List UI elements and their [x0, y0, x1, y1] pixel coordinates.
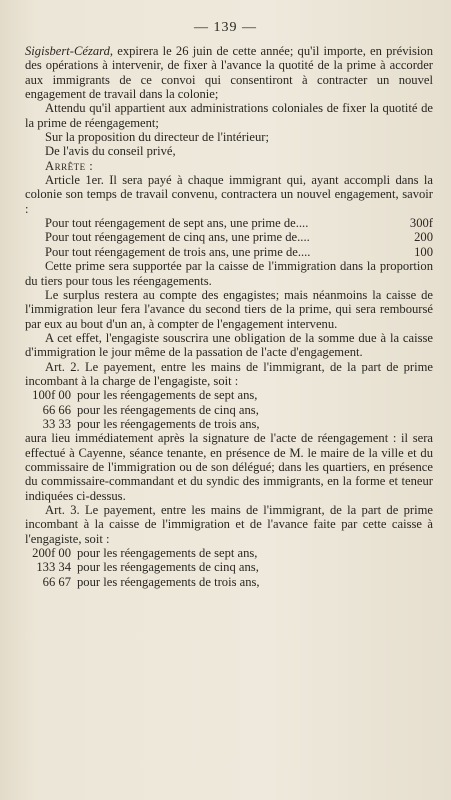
payment-row	[25, 560, 433, 574]
payment-row	[25, 388, 433, 402]
prime-amount: 200	[414, 230, 433, 245]
article-2-continuation: aura lieu immédiatement après la signature de l'acte de réengagement : il sera effectué à Cayenne, séance tenante, en présence de M. le maire de la ville et du commissaire de l'immigration ou de son délégué; dans les quartiers, en présence du commissaire-commandant et du syndic des immigrants, en la forme et teneur indiquées ci-dessus.	[25, 431, 433, 503]
paragraph-surplus: Le surplus restera au compte des engagistes; mais néanmoins la caisse de l'immigration leur fera l'avance du second tiers de la prime, qui sera remboursé par eux au bout d'un an, à compter de l'engagement intervenu.	[25, 287, 433, 331]
considerant-2: Sur la proposition du directeur de l'intérieur;	[45, 130, 270, 145]
article-2: Art. 2. Le payement, entre les mains de l'immigrant, de la part de prime incombant à la charge de l'engagiste, soit :	[25, 359, 433, 388]
prime-label: Pour tout réengagement de sept ans, une prime de....	[45, 216, 309, 231]
paragraph-effet: A cet effet, l'engagiste souscrira une obligation de la somme due à la caisse d'immigration le jour même de la passation de l'acte d'engagement.	[25, 330, 433, 360]
prime-amount: 100	[414, 244, 433, 259]
payment-amount: 133 34	[36, 560, 71, 575]
intro-paragraph	[25, 44, 433, 101]
payment-amount: 100f 00	[32, 388, 71, 403]
payment-row	[25, 417, 433, 431]
document-body	[25, 44, 433, 589]
paragraph-support: Cette prime sera supportée par la caisse de l'immigration dans la proportion du tiers pour tous les réengagements.	[25, 259, 433, 288]
payment-text: pour les réengagements de trois ans,	[77, 416, 260, 431]
payment-text: pour les réengagements de sept ans,	[77, 546, 258, 561]
prime-row	[25, 245, 433, 259]
payment-row	[25, 575, 433, 589]
payment-text: pour les réengagements de trois ans,	[77, 574, 260, 589]
prime-label: Pour tout réengagement de cinq ans, une prime de....	[45, 230, 310, 245]
article-3: Art. 3. Le payement, entre les mains de l'immigrant, de la part de prime incombant à la caisse de l'immigration et de l'avance faite par cette caisse à l'engagiste, soit :	[25, 503, 433, 546]
prime-row	[25, 230, 433, 244]
payment-row	[25, 403, 433, 417]
payment-text: pour les réengagements de sept ans,	[77, 388, 258, 403]
payment-amount: 66 67	[42, 574, 71, 589]
person-name: Sigisbert-Cézard	[25, 44, 110, 58]
prime-amount: 300f	[409, 216, 433, 231]
payment-row	[25, 546, 433, 560]
considerant-1: Attendu qu'il appartient aux administrations coloniales de fixer la quotité de la prime de réengagement;	[25, 101, 433, 130]
intro-text: , expirera le 26 juin de cette année; qu'il importe, en prévision des opérations à intervenir, de fixer à l'avance la quotité de la prime à accorder aux immigrants de ce convoi qui consentiront à contracter un nouvel engagement de travail dans la colonie;	[25, 44, 433, 102]
page-number: — 139 —	[194, 20, 257, 35]
prime-row	[25, 216, 433, 230]
considerant-3: De l'avis du conseil privé,	[45, 144, 176, 159]
payment-amount: 33 33	[42, 416, 71, 431]
payment-amount: 200f 00	[32, 546, 71, 561]
prime-label: Pour tout réengagement de trois ans, une prime de....	[45, 244, 311, 259]
payment-text: pour les réengagements de cinq ans,	[77, 402, 259, 417]
payment-amount: 66 66	[42, 402, 71, 417]
arrete-heading: Arrête :	[45, 158, 94, 173]
payment-text: pour les réengagements de cinq ans,	[77, 560, 259, 575]
article-1: Article 1er. Il sera payé à chaque immigrant qui, ayant accompli dans la colonie son temps de travail convenu, contractera un nouvel engagement, savoir :	[25, 173, 433, 216]
